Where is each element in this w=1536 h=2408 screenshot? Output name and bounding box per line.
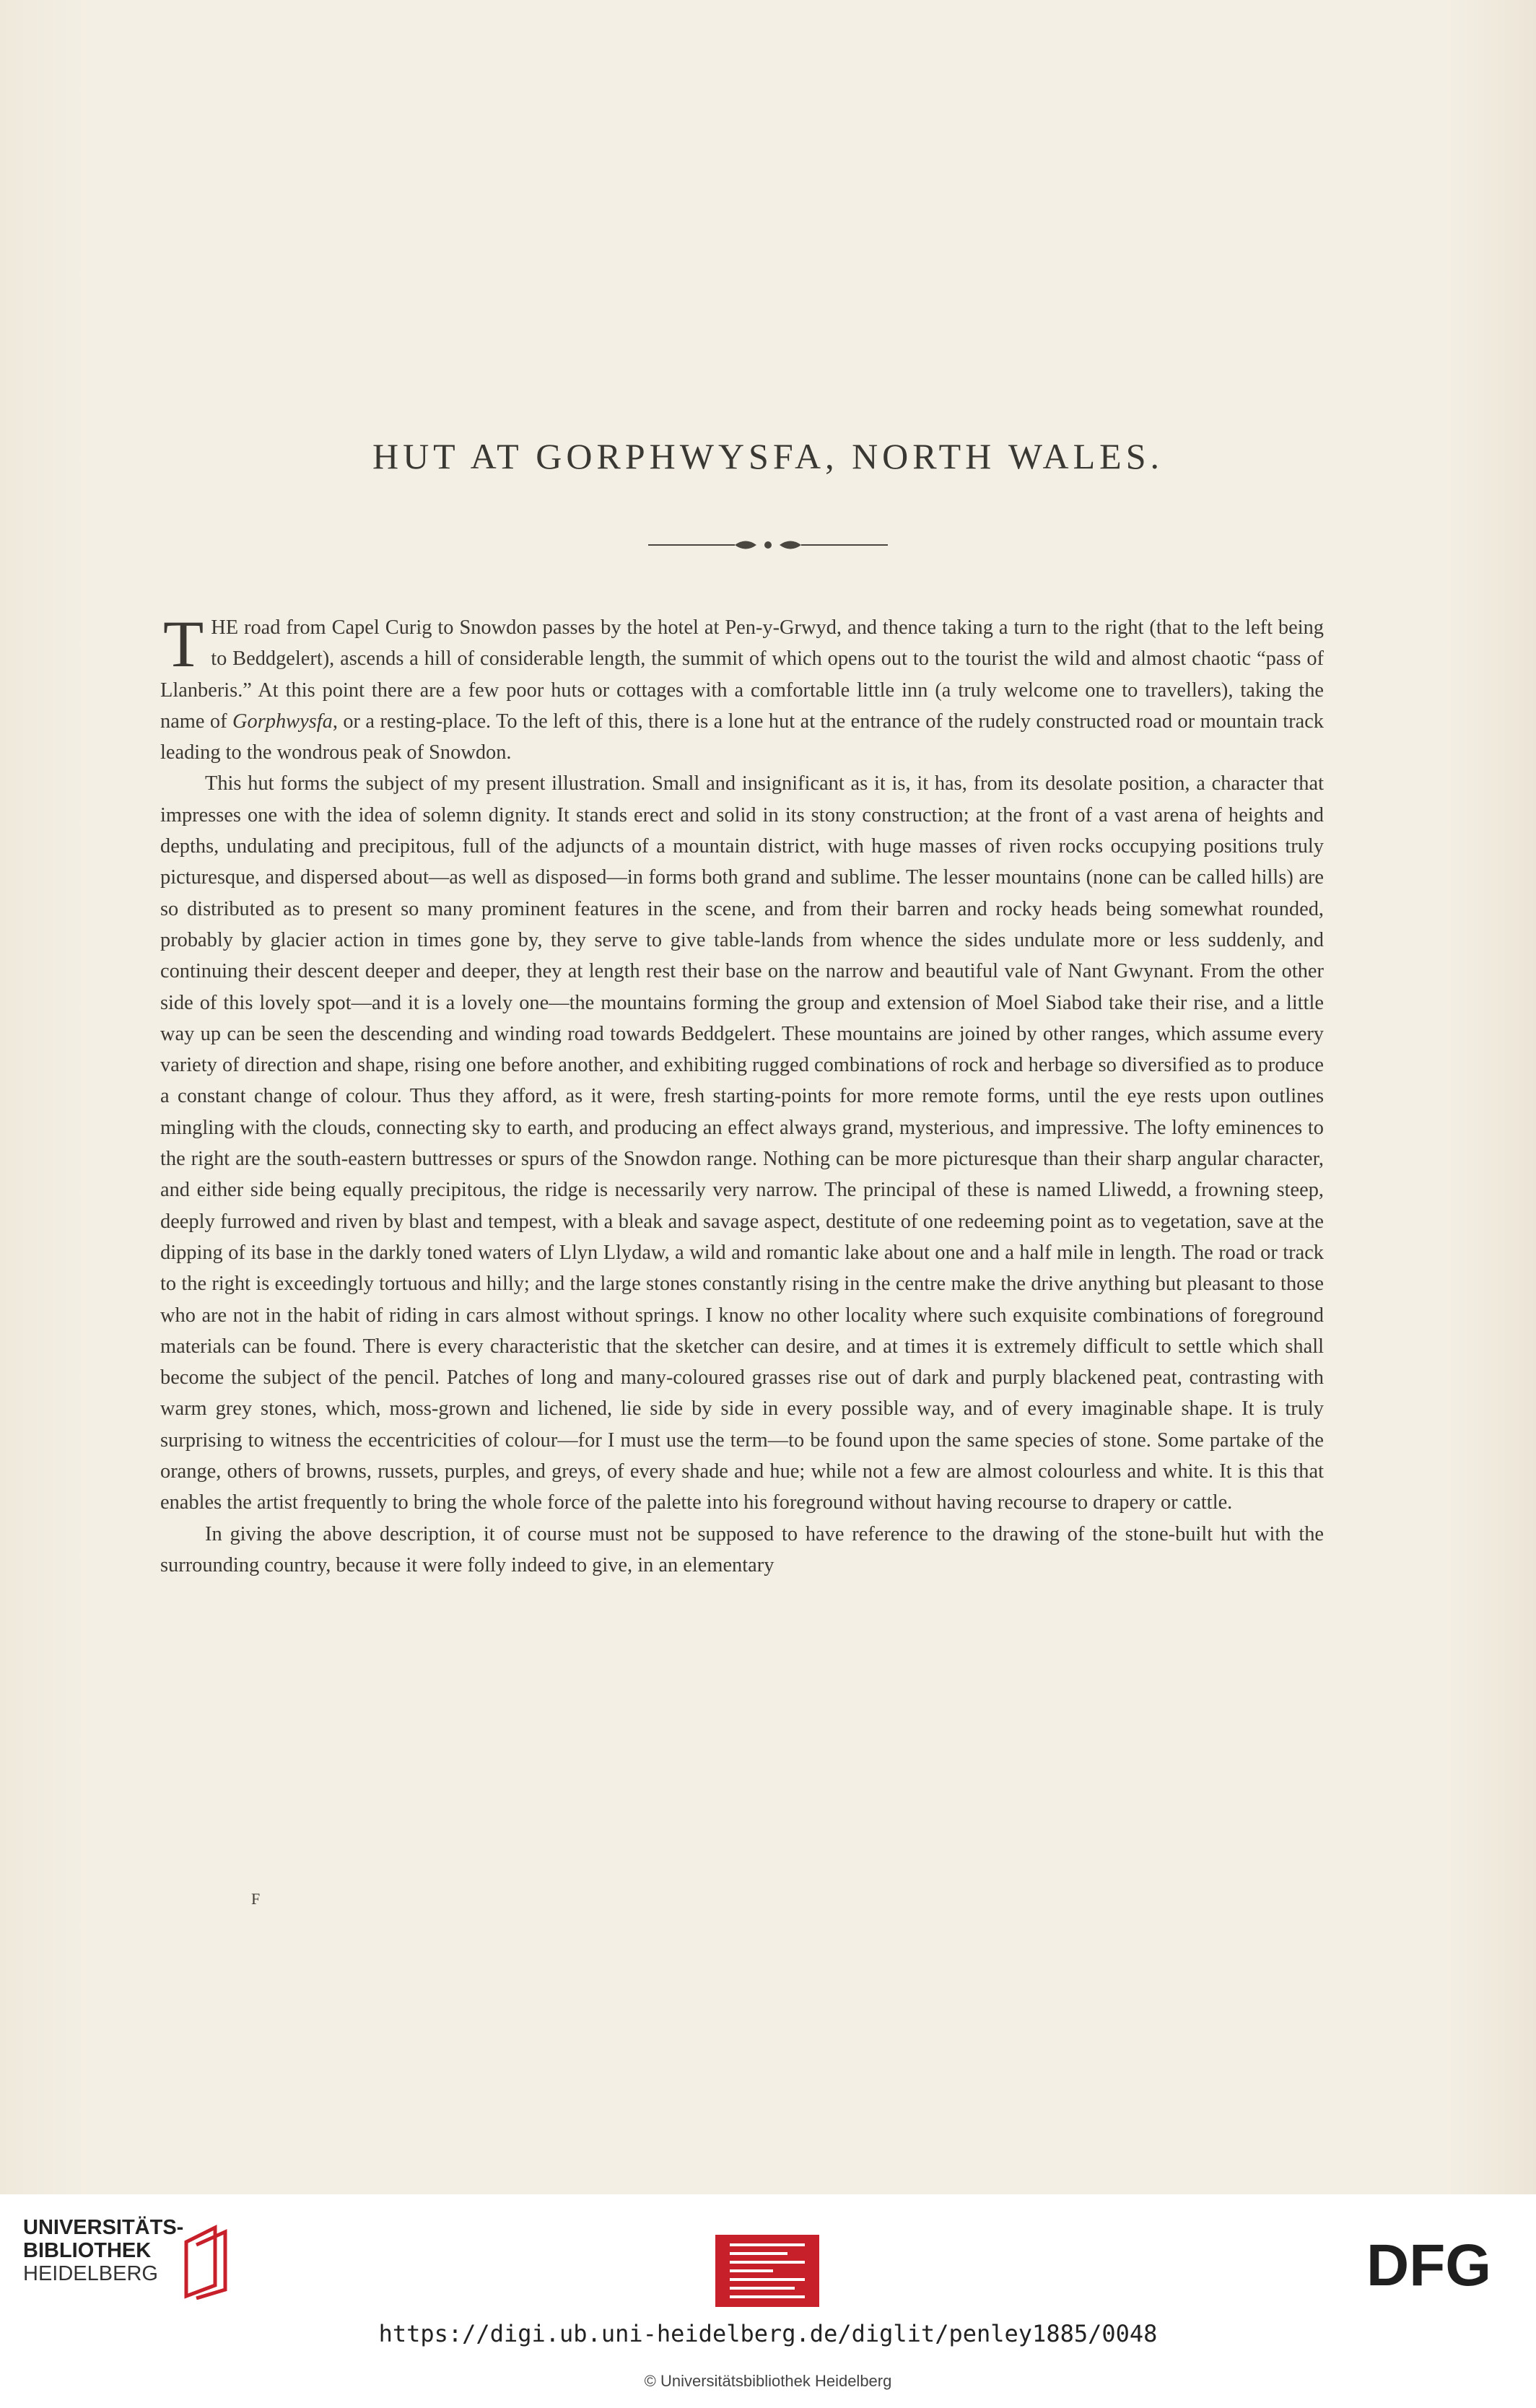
copyright-notice: © Universitätsbibliothek Heidelberg — [644, 2372, 892, 2390]
page-title: HUT AT GORPHWYSFA, NORTH WALES. — [372, 436, 1164, 476]
paragraph-1 — [160, 607, 1325, 768]
project-logo-icon[interactable] — [715, 2235, 819, 2307]
permalink-url[interactable]: https://digi.ub.uni-heidelberg.de/diglit/penley1885/0048 — [378, 2320, 1158, 2347]
paragraph-1-italic: Gorphwysfa — [232, 710, 333, 733]
paragraph-1-text: HE road from Capel Curig to Snowdon passes by the hotel at Pen-y-Grwyd, and thence taking a turn to the right (that to the left being to Beddgelert), ascends a hill of considerable length, the summit of which opens out to the tourist the wild and almost chaotic “pass of Llanberis.” At this point there are a few poor huts or cottages with a comfortable little inn (a truly welcome one to travellers), taking the name of — [160, 616, 1324, 733]
library-name — [23, 2216, 183, 2285]
drop-cap: T — [163, 607, 204, 681]
library-mark-icon — [179, 2220, 237, 2300]
library-name-line1: UNIVERSITÄTS- — [23, 2216, 184, 2239]
svg-text:DFG: DFG — [1366, 2238, 1492, 2291]
paragraph-1-end: , or a resting-place. To the left of this, there is a lone hut at the entrance of the rudely constructed road or mountain track leading to the wondrous peak of Snowdon. — [160, 710, 1325, 764]
dfg-logo[interactable] — [1366, 2238, 1514, 2295]
library-logo[interactable] — [23, 2216, 218, 2303]
title-ornament — [648, 534, 888, 556]
library-name-line2: BIBLIOTHEK — [23, 2239, 152, 2262]
paragraph-2: This hut forms the subject of my present illustration. Small and insignificant as it is, it has, from its desolate position, a character that impresses one with the idea of solemn dignity. It stands erect and solid in its stony construction; at the front of a vast arena of heights and depths, undulating and precipitous, full of the adjuncts of a mountain district, with huge masses of riven rocks occupying positions truly picturesque, and dispersed about—as well as disposed—in forms both grand and sublime. The lesser mountains (none can be called hills) are so distributed as to present so many prominent features in the scene, and from their barren and rocky heads being somewhat rounded, probably by glacier action in times gone by, they serve to give table-lands from whence the sides undulate more or less suddenly, and continuing their descent deeper and deeper, they at length rest their base on the narrow and beautiful vale of Nant Gwynant. From the other side of this lovely spot—and it is a lovely one—the mountains forming the group and extension of Moel Siabod take their rise, and a little way up can be seen the descending and winding road towards Beddgelert. These mountains are joined by other ranges, which assume every variety of direction and shape, rising one before another, and exhibiting rugged combinations of rock and herbage so diversified as to produce a constant change of colour. Thus they afford, as it were, fresh starting-points for more remote forms, until the eye rests upon outlines mingling with the clouds, connecting sky to earth, and producing an effect always grand, mysterious, and impressive. The lofty eminences to the right are the south-eastern buttresses or spurs of the Snowdon range. Nothing can be more picturesque than their sharp angular character, and either side being equally precipitous, the ridge is necessarily very narrow. The principal of these is named Lliwedd, a frowning steep, deeply furrowed and riven by blast and tempest, with a bleak and savage aspect, destitute of one redeeming point as to vegetation, save at the dipping of its base in the darkly toned waters of Llyn Llydaw, a wild and romantic lake about one and a half mile in length. The road or track to the right is exceedingly tortuous and hilly; and the large stones constantly rising in the centre make the drive anything but pleasant to those who are not in the habit of riding in cars almost without springs. I know no other locality where such exquisite combinations of foreground materials can be found. There is every characteristic that the sketcher can desire, and at times it is extremely difficult to settle which shall become the subject of the pencil. Patches of long and many-coloured grasses rise out of dark and purply blackened peat, contrasting with warm grey stones, which, moss-grown and lichened, lie side by side in every possible way, and of every imaginable shape. It is truly surprising to witness the eccentricities of colour—for I must use the term—to be found upon the same species of stone. Some partake of the orange, others of browns, russets, purples, and greys, of every shade and hue; while not a few are almost colourless and white. It is this that enables the artist frequently to bring the whole force of the palette into his foreground without having recourse to drapery or cattle. — [160, 772, 1324, 1514]
library-name-line3: HEIDELBERG — [23, 2262, 158, 2285]
paragraph-3: In giving the above description, it of course must not be supposed to have reference to the drawing of the stone-built hut with the surrounding country, because it were folly indeed to give, in an elementary — [160, 1522, 1324, 1576]
dfg-logo-icon — [1366, 2238, 1514, 2291]
footer-bar — [0, 2194, 1536, 2408]
signature-mark: F — [251, 1890, 261, 1908]
body-text — [160, 607, 1325, 1581]
